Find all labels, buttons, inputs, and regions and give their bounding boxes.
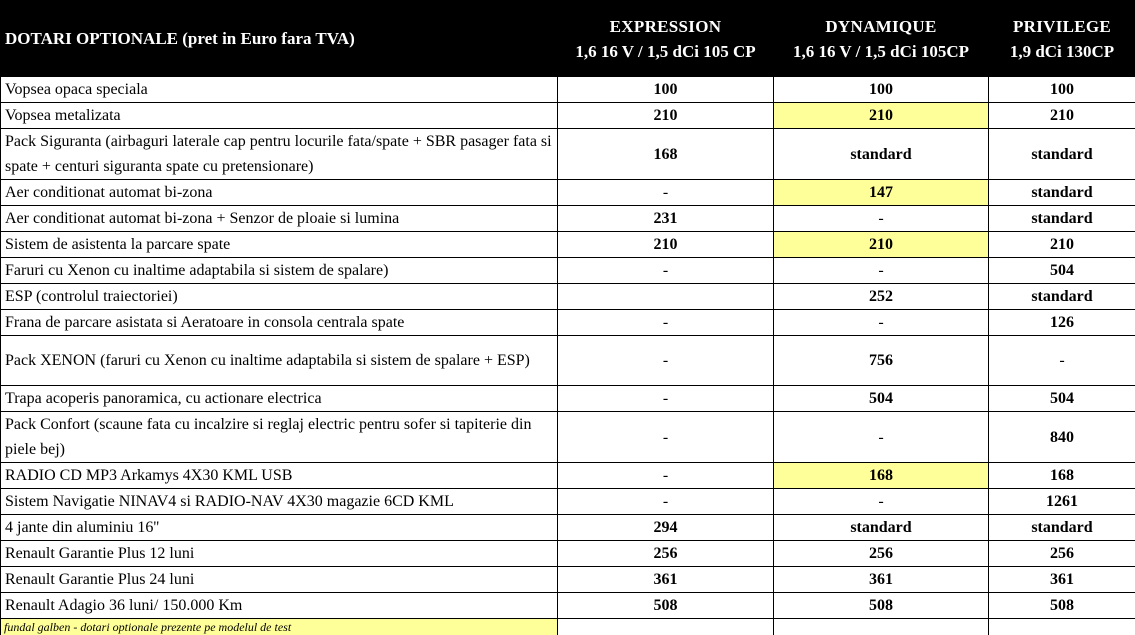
price-cell: standard — [989, 180, 1135, 206]
price-cell: 508 — [989, 593, 1135, 619]
price-cell: standard — [989, 206, 1135, 232]
price-cell: 504 — [774, 386, 989, 412]
price-cell: 504 — [989, 386, 1135, 412]
table-row — [1, 232, 1135, 258]
option-label: Aer conditionat automat bi-zona + Senzor de ploaie si lumina — [1, 206, 558, 232]
table-row — [1, 593, 1135, 619]
option-label: Faruri cu Xenon cu inaltime adaptabila si sistem de spalare) — [1, 258, 558, 284]
table-row — [1, 336, 1135, 386]
price-cell: - — [558, 489, 774, 515]
price-cell: 100 — [989, 77, 1135, 103]
option-label: Vopsea opaca speciala — [1, 77, 558, 103]
price-cell: standard — [774, 515, 989, 541]
price-cell: 126 — [989, 310, 1135, 336]
model-name: PRIVILEGE — [989, 14, 1135, 39]
option-label: ESP (controlul traiectoriei) — [1, 284, 558, 310]
price-cell: 508 — [558, 593, 774, 619]
price-cell: - — [558, 180, 774, 206]
price-cell: 504 — [989, 258, 1135, 284]
price-cell — [558, 284, 774, 310]
empty-cell — [558, 619, 774, 635]
price-cell: - — [774, 258, 989, 284]
option-label: 4 jante din aluminiu 16'' — [1, 515, 558, 541]
table-title: DOTARI OPTIONALE (pret in Euro fara TVA) — [1, 1, 558, 77]
table-row — [1, 489, 1135, 515]
price-cell: - — [558, 412, 774, 463]
table-row — [1, 206, 1135, 232]
table-row — [1, 541, 1135, 567]
option-label: Pack Confort (scaune fata cu incalzire si reglaj electric pentru sofer si tapiterie din piele bej) — [1, 412, 558, 463]
price-cell: - — [558, 386, 774, 412]
price-cell: 147 — [774, 180, 989, 206]
price-cell: 168 — [774, 463, 989, 489]
price-cell: 100 — [558, 77, 774, 103]
price-cell: 252 — [774, 284, 989, 310]
price-cell: 210 — [558, 103, 774, 129]
option-label: Trapa acoperis panoramica, cu actionare electrica — [1, 386, 558, 412]
option-label: Renault Garantie Plus 24 luni — [1, 567, 558, 593]
price-cell: - — [989, 336, 1135, 386]
option-label: RADIO CD MP3 Arkamys 4X30 KML USB — [1, 463, 558, 489]
price-cell: 210 — [989, 103, 1135, 129]
price-cell: standard — [774, 129, 989, 180]
price-cell: 256 — [558, 541, 774, 567]
table-row — [1, 284, 1135, 310]
table-row — [1, 77, 1135, 103]
price-cell: - — [558, 310, 774, 336]
option-label: Aer conditionat automat bi-zona — [1, 180, 558, 206]
price-cell: 168 — [558, 129, 774, 180]
price-cell: - — [774, 206, 989, 232]
price-cell: 1261 — [989, 489, 1135, 515]
price-cell: 294 — [558, 515, 774, 541]
price-cell: 256 — [989, 541, 1135, 567]
legend-note: fundal galben - dotari optionale prezente pe modelul de test — [1, 619, 558, 635]
table-row — [1, 258, 1135, 284]
table-row — [1, 386, 1135, 412]
table-row — [1, 412, 1135, 463]
model-name: DYNAMIQUE — [774, 14, 988, 39]
model-header-expression — [558, 1, 774, 77]
price-cell: 361 — [774, 567, 989, 593]
table-row — [1, 515, 1135, 541]
table-body — [1, 77, 1135, 635]
empty-cell — [989, 619, 1135, 635]
price-cell: 840 — [989, 412, 1135, 463]
option-label: Pack Siguranta (airbaguri laterale cap pentru locurile fata/spate + SBR pasager fata si spate + centuri siguranta spate cu pretensionare) — [1, 129, 558, 180]
option-label: Sistem Navigatie NINAV4 si RADIO-NAV 4X30 magazie 6CD KML — [1, 489, 558, 515]
price-cell: standard — [989, 515, 1135, 541]
option-label: Vopsea metalizata — [1, 103, 558, 129]
price-cell: 361 — [989, 567, 1135, 593]
table-header-row — [1, 1, 1135, 77]
price-cell: - — [558, 463, 774, 489]
option-label: Sistem de asistenta la parcare spate — [1, 232, 558, 258]
price-cell: 361 — [558, 567, 774, 593]
table-row — [1, 310, 1135, 336]
model-header-dynamique — [774, 1, 989, 77]
model-engine: 1,6 16 V / 1,5 dCi 105CP — [774, 39, 988, 64]
price-cell: 210 — [989, 232, 1135, 258]
price-cell: - — [774, 412, 989, 463]
option-label: Pack XENON (faruri cu Xenon cu inaltime adaptabila si sistem de spalare + ESP) — [1, 336, 558, 386]
table-row — [1, 463, 1135, 489]
price-cell: 210 — [774, 232, 989, 258]
price-cell: 210 — [558, 232, 774, 258]
model-engine: 1,9 dCi 130CP — [989, 39, 1135, 64]
legend-row — [1, 619, 1135, 635]
price-cell: 508 — [774, 593, 989, 619]
model-name: EXPRESSION — [558, 14, 773, 39]
price-cell: - — [774, 489, 989, 515]
price-cell: 100 — [774, 77, 989, 103]
model-header-privilege — [989, 1, 1135, 77]
price-cell: 756 — [774, 336, 989, 386]
table-row — [1, 180, 1135, 206]
price-cell: standard — [989, 284, 1135, 310]
table-row — [1, 567, 1135, 593]
option-label: Renault Garantie Plus 12 luni — [1, 541, 558, 567]
price-cell: 210 — [774, 103, 989, 129]
option-label: Renault Adagio 36 luni/ 150.000 Km — [1, 593, 558, 619]
table-row — [1, 103, 1135, 129]
option-label: Frana de parcare asistata si Aeratoare in consola centrala spate — [1, 310, 558, 336]
empty-cell — [774, 619, 989, 635]
price-cell: standard — [989, 129, 1135, 180]
price-cell: 231 — [558, 206, 774, 232]
price-cell: - — [558, 258, 774, 284]
price-cell: - — [558, 336, 774, 386]
table-row — [1, 129, 1135, 180]
price-cell: - — [774, 310, 989, 336]
model-engine: 1,6 16 V / 1,5 dCi 105 CP — [558, 39, 773, 64]
price-cell: 168 — [989, 463, 1135, 489]
price-cell: 256 — [774, 541, 989, 567]
